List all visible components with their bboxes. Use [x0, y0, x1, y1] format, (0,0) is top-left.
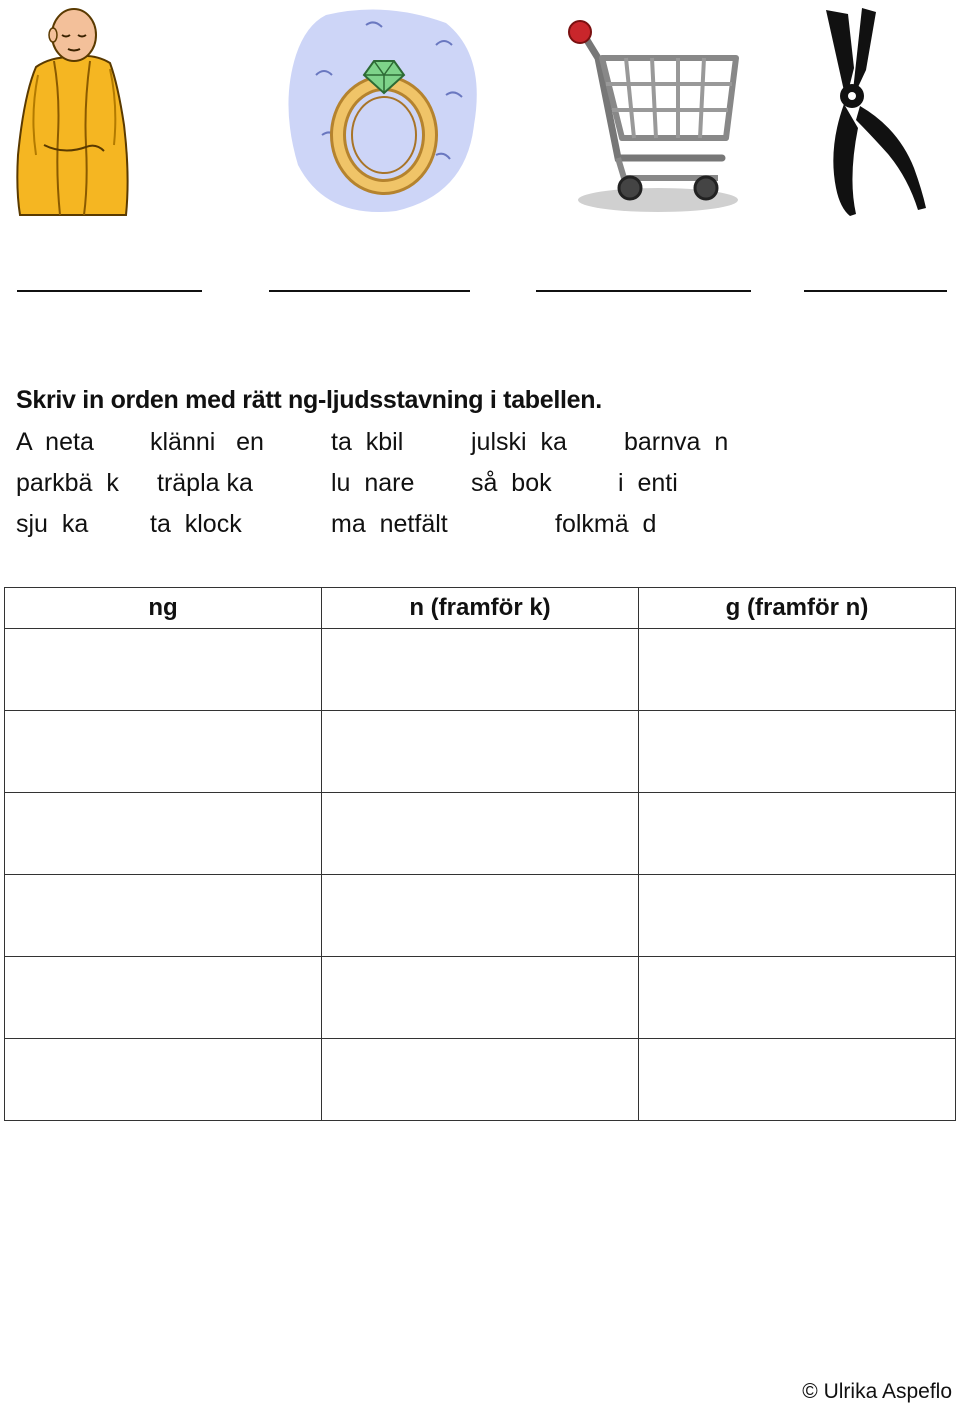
table-cell[interactable]	[5, 875, 322, 957]
column-header-g-before-n: g (framför n)	[639, 588, 956, 629]
word-item: träpla ka	[157, 469, 253, 497]
table-row	[5, 957, 956, 1039]
table-cell[interactable]	[322, 875, 639, 957]
word-item: sju ka	[16, 510, 89, 538]
word-item: julski ka	[471, 428, 567, 456]
table-cell[interactable]	[322, 711, 639, 793]
shopping-cart-picture	[566, 18, 742, 216]
table-row	[5, 711, 956, 793]
column-header-n-before-k: n (framför k)	[322, 588, 639, 629]
word-item: barnva n	[624, 428, 729, 456]
word-item: ta klock	[150, 510, 242, 538]
table-cell[interactable]	[5, 957, 322, 1039]
word-item: klänni en	[150, 428, 264, 456]
table-cell[interactable]	[639, 875, 956, 957]
table-cell[interactable]	[5, 711, 322, 793]
answer-line-3[interactable]	[536, 290, 751, 292]
word-item: ta kbil	[331, 428, 404, 456]
table-cell[interactable]	[639, 793, 956, 875]
monk-picture	[14, 5, 132, 217]
table-cell[interactable]	[5, 1039, 322, 1121]
table-header-row	[5, 588, 956, 629]
sorting-table	[4, 587, 956, 1121]
word-item: ma netfält	[331, 510, 448, 538]
word-item: A neta	[16, 428, 94, 456]
pliers-picture	[818, 8, 930, 218]
word-item: i enti	[618, 469, 678, 497]
table-cell[interactable]	[322, 957, 639, 1039]
table-row	[5, 1039, 956, 1121]
table-cell[interactable]	[639, 1039, 956, 1121]
word-item: så bok	[471, 469, 552, 497]
word-item: folkmä d	[555, 510, 657, 538]
column-header-ng: ng	[5, 588, 322, 629]
table-cell[interactable]	[639, 711, 956, 793]
table-cell[interactable]	[322, 1039, 639, 1121]
table-cell[interactable]	[639, 629, 956, 711]
table-cell[interactable]	[5, 629, 322, 711]
table-row	[5, 875, 956, 957]
answer-line-1[interactable]	[17, 290, 202, 292]
copyright-notice: © Ulrika Aspeflo	[802, 1380, 952, 1403]
answer-line-4[interactable]	[804, 290, 947, 292]
table-row	[5, 629, 956, 711]
word-item: lu nare	[331, 469, 415, 497]
instruction-heading: Skriv in orden med rätt ng-ljudsstavning i tabellen.	[16, 386, 602, 414]
table-cell[interactable]	[322, 629, 639, 711]
answer-line-2[interactable]	[269, 290, 470, 292]
table-cell[interactable]	[322, 793, 639, 875]
table-cell[interactable]	[5, 793, 322, 875]
ring-picture	[286, 5, 482, 215]
word-item: parkbä k	[16, 469, 119, 497]
table-cell[interactable]	[639, 957, 956, 1039]
table-row	[5, 793, 956, 875]
